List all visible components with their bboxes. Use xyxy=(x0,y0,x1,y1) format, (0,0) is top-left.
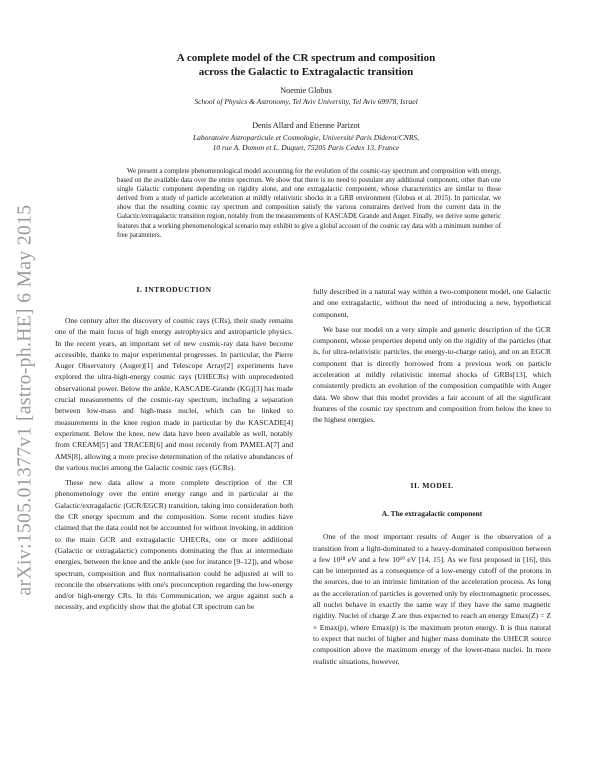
paragraph: fully described in a natural way within a two-component model, one Galactic and one extragalactic, without the need of introducing a new, hypothetical component. xyxy=(313,287,551,319)
left-column xyxy=(55,284,293,613)
section-heading: II. MODEL xyxy=(410,481,454,490)
paper-title xyxy=(96,51,516,79)
paragraph: These new data allow a more complete description of the CR phenomenology over the entire energy range and in particular at the Galactic/extragalactic (GCR/EGCR) transition, taking into consideration both the CR energy spectrum and the composition. Some recent studies have claimed that the data could not be accounted for without invoking, in addition to the main GCR and extragalactic UHECRs, one or more additional (Galactic or extragalactic) components dominating the flux at intermediate energies, between the knee and the ankle (see for instance [9–12]), and whose spectrum, composition and flux normalisation could be adjusted at will to reconcile the observations with one's preconception regarding the low-energy and/or high-energy CRs. In this Communication, we argue against such a necessity, and explicitly show that the global CR spectrum can be xyxy=(55,478,293,612)
affiliation-line: Laboratoire Astroparticule et Cosmologie, Université Paris Diderot/CNRS, xyxy=(192,133,420,142)
paragraph: One century after the discovery of cosmic rays (CRs), their study remains one of the main focus of high energy astrophysics and astroparticle physics. In the recent years, an important set of new cosmic-ray data have become accessible, thanks to major experimental progresses. In particular, the Pierre Auger Observatory (Auger)[1] and Telescope Array[2] experiments have explored the ultra-high-energy cosmic rays (UHECRs) with unprecedented observational power. Below the ankle, KASCADE-Grande (KG)[3] has made crucial measurements of the cosmic-ray spectrum, including a separation between low-mass and high-mass nuclei, which can be linked to measurements in the knee region made in particular by the KASCADE[4] experiment. Below the knee, new data have been available as well, notably from CREAM[5] and TRACER[6] and most recently from PAMELA[7] and AMS[8], allowing a more precise determination of the relative abundances of the various nuclei among the Galactic cosmic rays (GCRs). xyxy=(55,316,293,472)
abstract: We present a complete phenomenological model accounting for the evolution of the cosmic-ray spectrum and composition with energy, based on the available data over the entire spectrum. We show that there is no need to postulate any additional component, other than one single Galactic component depending on rigidity alone, and one extragalactic component, whose characteristics are similar to those derived from a study of particle acceleration at mildly relativistic shocks in a GRB environment (Globus et al. 2015). In particular, we show that the resulting cosmic ray spectrum and composition satisfy the various constraints derived from the current data in the Galactic/extragalactic transition region, notably from the measurements of KASCADE Grande and Auger. Finally, we derive some generic features that a working phenomenological scenario may exhibit to give a global account of the cosmic ray data with a minimum number of free parameters. xyxy=(117,168,501,239)
arxiv-identifier-stamp xyxy=(2,140,48,660)
author-affiliation xyxy=(96,133,516,153)
arxiv-identifier-text: arXiv:1505.01377v1 [astro-ph.HE] 6 May 2015 xyxy=(14,204,36,596)
title-line: across the Galactic to Extragalactic transition xyxy=(198,66,414,78)
author-affiliation: School of Physics & Astronomy, Tel Aviv University, Tel Aviv 69978, Israel xyxy=(194,97,418,106)
affiliation-line: 10 rue A. Domon et L. Duquet, 75205 Paris Cedex 13, France xyxy=(212,143,400,152)
author-names: Denis Allard and Etienne Parizot xyxy=(252,121,360,130)
right-column-top xyxy=(313,286,551,426)
title-line: A complete model of the CR spectrum and composition xyxy=(176,52,436,64)
paragraph: We base our model on a very simple and generic description of the GCR component, whose properties depend only on the rigidity of the particles (that is, for ultra-relativistic particles, the energy-to-charge ratio), and on an EGCR component that is directly borrowed from a previous work on particle acceleration at mildly relativistic internal shocks of GRBs[13], which consistently predicts an evolution of the composition compatible with Auger data. We show that this model provides a fair account of all the significant features of the cosmic ray spectrum and composition from below the knee to the highest energies. xyxy=(313,324,551,425)
right-column-model xyxy=(313,480,551,667)
subsection-heading: A. The extragalactic component xyxy=(381,509,483,518)
author-name: Noemie Globus xyxy=(280,86,332,95)
section-heading: I. INTRODUCTION xyxy=(136,285,212,294)
paragraph: One of the most important results of Auger is the observation of a transition from a light-dominated to a heavy-dominated composition between a few 10¹⁸ eV and a few 10¹⁹ eV [14, 15]. As we first proposed in [16], this can be interpreted as a consequence of a low-energy cutoff of the protons in the sources, due to an intrinsic limitation of the acceleration process. As long as the acceleration of particles is governed only by electromagnetic processes, all nuclei behave in exactly the same way if they have the same magnetic rigidity. Nuclei of charge Z are thus expected to reach an energy Emax(Z) = Z × Emax(p), where Emax(p) is the maximum proton energy. It is thus natural to expect that nuclei of higher and higher mass dominate the UHECR source composition above the maximum energy of the lower-mass nuclei. In more realistic situations, however, xyxy=(313,532,551,666)
